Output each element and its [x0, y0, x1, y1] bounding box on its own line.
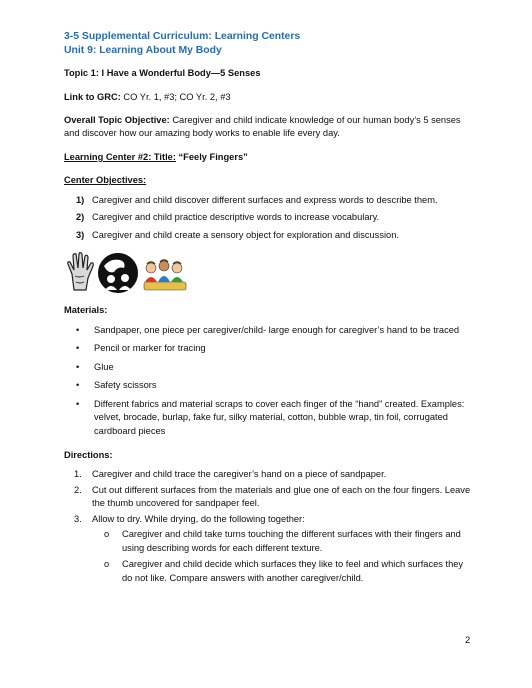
learning-center-title — [64, 151, 474, 164]
center-objectives-list — [64, 194, 474, 242]
list-item: • Different fabrics and material scraps to cover each finger of the “hand” created. Examples: velvet, brocade, burlap, fake fur, silky material, cotton, bubble wrap, tin foil, corrugated cardboard pieces — [76, 398, 465, 436]
list-item: • Glue — [76, 361, 114, 372]
document-page — [64, 30, 474, 588]
objective-item: 3) Caregiver and child create a sensory object for exploration and discussion. — [76, 229, 399, 240]
list-item: 3. Allow to dry. While drying, do the following together: o Caregiver and child take turns touching the different surfaces with their fingers and using describing words for each different texture. o Caregiver and child decide which surfaces they like to feel and which surfaces they do not like. Compare answers with another caregiver/child. — [64, 513, 474, 585]
link-label: Link to GRC: — [64, 91, 121, 102]
hand-icon — [66, 252, 96, 292]
curriculum-title: 3-5 Supplemental Curriculum: Learning Centers — [64, 31, 301, 42]
center-title: “Feely Fingers” — [178, 151, 248, 162]
link-value: CO Yr. 1, #3; CO Yr. 2, #3 — [123, 91, 231, 102]
list-item: 2. Cut out different surfaces from the materials and glue one of each on the four fingers. Leave the thumb uncovered for sandpaper feel. — [74, 484, 471, 509]
unit-title: Unit 9: Learning About My Body — [64, 44, 222, 56]
directions-heading: Directions: — [64, 450, 113, 460]
list-item: • Pencil or marker for tracing — [76, 343, 206, 354]
objective-item: 2) Caregiver and child practice descriptive words to increase vocabulary. — [76, 212, 380, 223]
materials-heading: Materials: — [64, 305, 108, 316]
overall-objective — [64, 114, 474, 141]
materials-list — [64, 324, 474, 438]
list-item: 1. Caregiver and child trace the caregiver’s hand on a piece of sandpaper. — [74, 469, 387, 480]
sub-list-item: o Caregiver and child decide which surfaces they like to feel and which surfaces they do not like. Compare answers with another caregiver/child. — [104, 559, 464, 583]
children-group-icon — [142, 258, 188, 292]
sense-icons — [64, 252, 474, 296]
page-number: 2 — [465, 635, 471, 645]
objective-label: Overall Topic Objective: — [64, 114, 170, 125]
center-label: Learning Center #2: Title: — [64, 151, 176, 162]
topic-heading: Topic 1: I Have a Wonderful Body—5 Senses — [64, 68, 261, 79]
objective-item: 1) Caregiver and child discover different surfaces and express words to describe them. — [76, 194, 438, 205]
center-objectives-heading: Center Objectives: — [64, 175, 147, 186]
sub-list-item: o Caregiver and child take turns touching the different surfaces with their fingers and using describing words for each different texture. — [104, 529, 461, 553]
list-item: • Safety scissors — [76, 380, 157, 391]
directions-list — [64, 468, 474, 585]
list-item: • Sandpaper, one piece per caregiver/child- large enough for caregiver’s hand to be traced — [76, 324, 460, 335]
globe-people-icon — [96, 252, 140, 294]
sub-list — [92, 528, 474, 585]
objective-text: Caregiver and child indicate knowledge of our human body’s 5 senses and discover how our amazing body works to enable life every day. — [64, 114, 461, 139]
link-to-grc — [64, 91, 474, 104]
